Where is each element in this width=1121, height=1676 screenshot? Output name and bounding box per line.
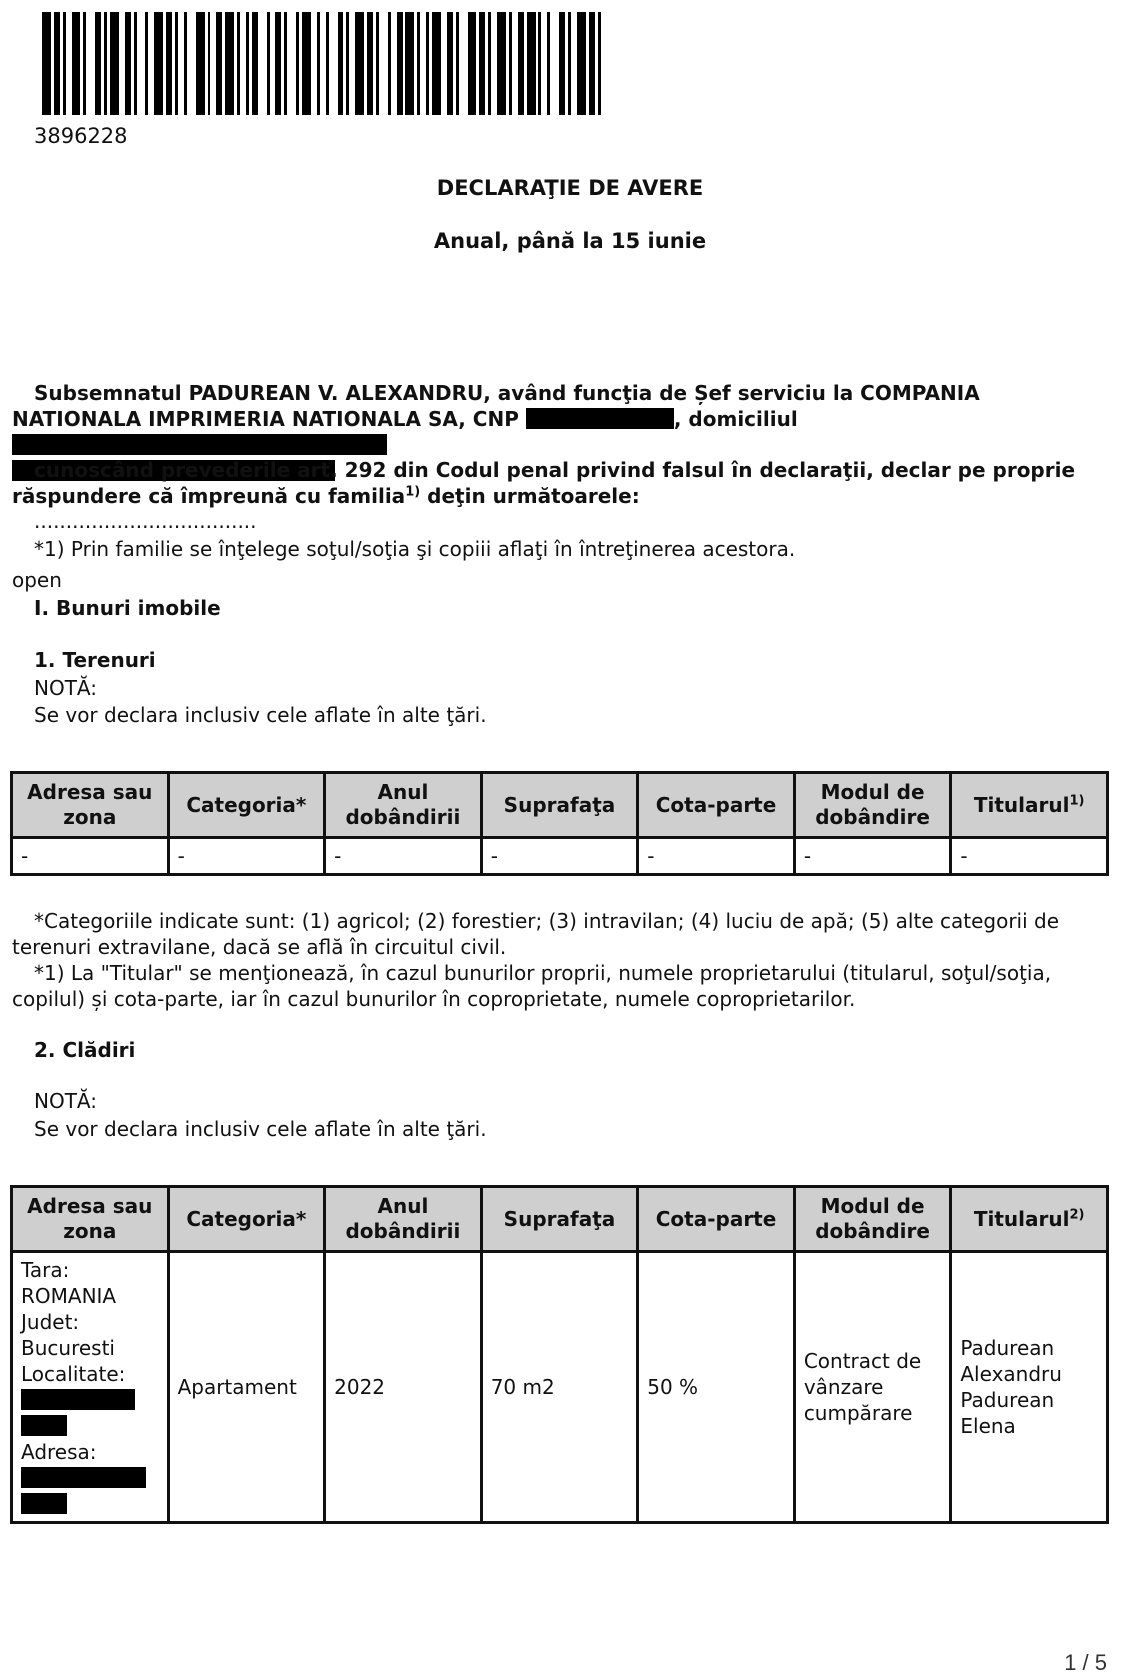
section-heading: I. Bunuri imobile [34,596,221,620]
tara-value: ROMANIA [21,1284,117,1308]
cell: - [168,838,325,875]
titular-1: Padurean Alexandru [960,1336,1062,1386]
col-titular-label: Titularul [973,792,1070,817]
cell-titular [951,1252,1108,1523]
footnote-ref: 1) [405,484,421,500]
barcode-number: 3896228 [34,124,128,148]
declaration-text-end: deţin următoarele: [420,484,640,508]
family-note: *1) Prin familie se înţelege soţul/soţia şi copiii aflaţi în întreţinerea acestora. [34,537,796,561]
cell-anul: 2022 [325,1252,482,1523]
table-header-row [12,1187,1108,1252]
terenuri-nota: NOTĂ: [34,676,97,700]
judet-label: Judet: [21,1310,80,1334]
col-categoria: Categoria* [168,1187,325,1252]
table-row [12,838,1108,875]
col-categoria: Categoria* [168,773,325,838]
redacted-adresa [21,1467,146,1488]
intro-text-2: , domiciliul [673,407,798,431]
categories-footnote [12,908,1107,960]
col-cota: Cota-parte [638,1187,795,1252]
col-adresa: Adresa sau zona [12,773,169,838]
col-modul: Modul de dobândire [794,773,951,838]
col-titular-label: Titularul [973,1206,1070,1231]
tara-label: Tara: [21,1258,70,1282]
titular-2: Padurean Elena [960,1388,1055,1438]
col-anul: Anul dobândirii [325,773,482,838]
cell-adresa [12,1252,169,1523]
cladiri-nota-text: Se vor declara inclusiv cele aflate în alte ţări. [34,1117,487,1141]
col-titular-sup: 2) [1069,1206,1085,1222]
titular-footnote [12,960,1107,1012]
cell: - [325,838,482,875]
col-cota: Cota-parte [638,773,795,838]
col-titular-sup: 1) [1069,792,1085,808]
redacted-adresa-2 [21,1493,67,1514]
judet-value: Bucuresti [21,1336,115,1360]
cladiri-heading: 2. Clădiri [34,1038,136,1062]
cladiri-table [10,1185,1109,1524]
redacted-localitate-2 [21,1415,67,1436]
cell: - [951,838,1108,875]
redacted-address [12,434,387,455]
document-subtitle: Anual, până la 15 iunie [433,229,707,253]
dotted-line: ................................... [34,509,257,533]
cell-modul: Contract de vânzare cumpărare [794,1252,951,1523]
col-anul: Anul dobândirii [325,1187,482,1252]
table-header-row [12,773,1108,838]
document-title: DECLARAŢIE DE AVERE [436,176,704,200]
col-suprafata: Suprafaţa [481,1187,638,1252]
categories-footnote-text: *Categoriile indicate sunt: (1) agricol; (2) forestier; (3) intravilan; (4) luciu de apă; (5) alte categorii de terenuri extravilane, dacă se află în circuitul civil. [12,909,1060,959]
cell-cota: 50 % [638,1252,795,1523]
table-row [12,1252,1108,1523]
terenuri-nota-text: Se vor declara inclusiv cele aflate în alte ţări. [34,703,487,727]
adresa-label: Adresa: [21,1440,97,1464]
col-suprafata: Suprafaţa [481,773,638,838]
declaration-text: cunoscând prevederile art. 292 din Codul penal privind falsul în declaraţii, declar pe proprie răspundere că împreună cu familia [12,458,1076,508]
barcode [42,12,610,115]
cell-categoria: Apartament [168,1252,325,1523]
titular-footnote-text: *1) La "Titular" se menţionează, în cazul bunurilor proprii, numele proprietarului (titularul, soţul/soţia, copilul) și cota-parte, iar în cazul bunurilor în coproprietate, numele coproprietarilor. [12,961,1052,1011]
terenuri-table [10,771,1109,876]
cell: - [638,838,795,875]
cell: - [12,838,169,875]
col-titular [951,1187,1108,1252]
col-adresa: Adresa sau zona [12,1187,169,1252]
redacted-localitate [21,1389,135,1410]
cell: - [794,838,951,875]
open-marker: open [12,568,62,592]
declaration-paragraph [12,457,1107,509]
cladiri-nota: NOTĂ: [34,1089,97,1113]
page-number: 1 / 5 [1064,1650,1107,1675]
localitate-label: Localitate: [21,1362,126,1386]
terenuri-heading: 1. Terenuri [34,648,156,672]
intro-text-1: Subsemnatul PADUREAN V. ALEXANDRU, având funcţia de Șef serviciu la COMPANIA NATIONALA IMPRIMERIA NATIONALA SA, CNP [12,381,980,431]
col-modul: Modul de dobândire [794,1187,951,1252]
cell-suprafata: 70 m2 [481,1252,638,1523]
col-titular [951,773,1108,838]
redacted-cnp [526,408,674,429]
cell: - [481,838,638,875]
